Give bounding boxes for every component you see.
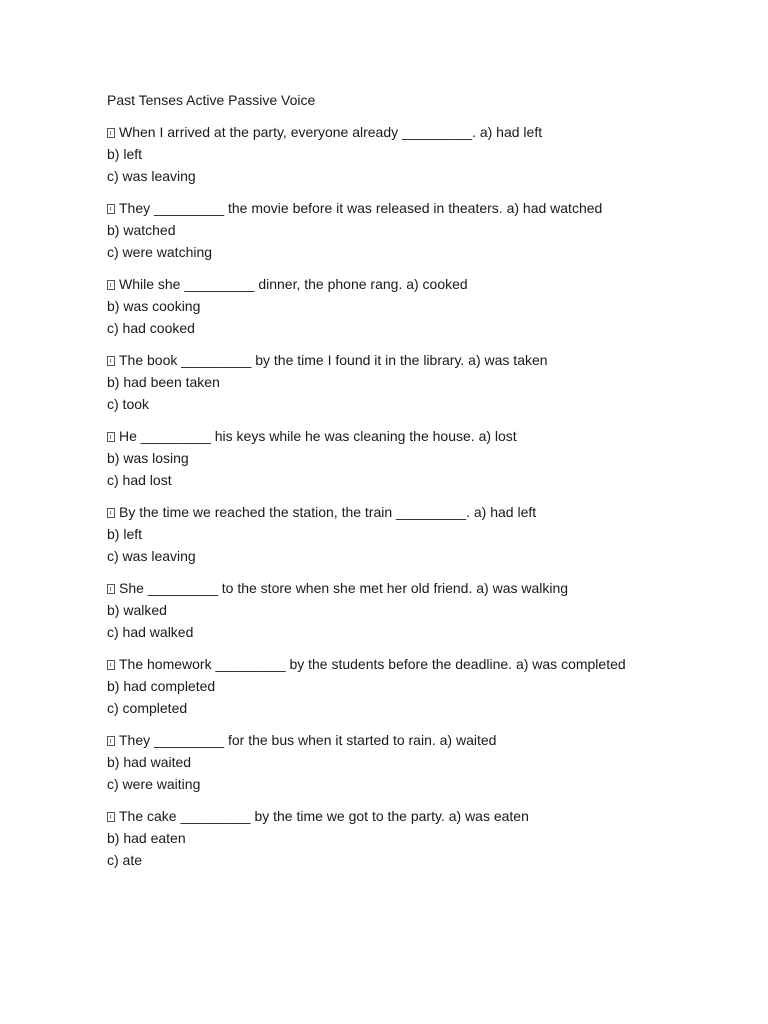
question-line bbox=[107, 501, 727, 523]
missing-glyph-icon bbox=[107, 736, 115, 746]
question-text: The cake _________ by the time we got to the party. a) was eaten bbox=[119, 808, 529, 824]
option-b: b) was losing bbox=[107, 450, 189, 466]
option-c: c) ate bbox=[107, 852, 143, 868]
question-item bbox=[107, 501, 727, 567]
question-line bbox=[107, 197, 727, 219]
option-c: c) completed bbox=[107, 700, 188, 716]
question-text: They _________ the movie before it was released in theaters. a) had watched bbox=[119, 200, 603, 216]
question-text: They _________ for the bus when it started to rain. a) waited bbox=[119, 732, 497, 748]
question-item bbox=[107, 577, 727, 643]
missing-glyph-icon bbox=[107, 584, 115, 594]
question-text: The homework _________ by the students before the deadline. a) was completed bbox=[119, 656, 626, 672]
option-b: b) had eaten bbox=[107, 830, 186, 846]
question-item bbox=[107, 273, 727, 339]
missing-glyph-icon bbox=[107, 812, 115, 822]
question-text: While she _________ dinner, the phone rang. a) cooked bbox=[119, 276, 468, 292]
option-c: c) had walked bbox=[107, 624, 194, 640]
question-text: He _________ his keys while he was cleaning the house. a) lost bbox=[119, 428, 517, 444]
option-b: b) had waited bbox=[107, 754, 192, 770]
question-text: She _________ to the store when she met her old friend. a) was walking bbox=[119, 580, 569, 596]
question-line bbox=[107, 729, 727, 751]
option-c: c) were waiting bbox=[107, 776, 201, 792]
question-line bbox=[107, 349, 727, 371]
option-c: c) had cooked bbox=[107, 320, 195, 336]
option-c: c) were watching bbox=[107, 244, 213, 260]
missing-glyph-icon bbox=[107, 432, 115, 442]
option-b: b) left bbox=[107, 146, 143, 162]
missing-glyph-icon bbox=[107, 508, 115, 518]
question-text: The book _________ by the time I found it in the library. a) was taken bbox=[119, 352, 548, 368]
document-title: Past Tenses Active Passive Voice bbox=[107, 92, 316, 108]
option-c: c) was leaving bbox=[107, 548, 196, 564]
question-item bbox=[107, 197, 727, 263]
option-c: c) took bbox=[107, 396, 150, 412]
question-line bbox=[107, 805, 727, 827]
option-b: b) was cooking bbox=[107, 298, 201, 314]
question-item bbox=[107, 653, 727, 719]
question-text: When I arrived at the party, everyone already _________. a) had left bbox=[119, 124, 543, 140]
option-b: b) watched bbox=[107, 222, 176, 238]
option-b: b) left bbox=[107, 526, 143, 542]
question-line bbox=[107, 273, 727, 295]
question-line bbox=[107, 653, 727, 675]
missing-glyph-icon bbox=[107, 356, 115, 366]
missing-glyph-icon bbox=[107, 280, 115, 290]
question-line bbox=[107, 121, 727, 143]
missing-glyph-icon bbox=[107, 128, 115, 138]
option-b: b) walked bbox=[107, 602, 167, 618]
option-b: b) had been taken bbox=[107, 374, 220, 390]
document-page bbox=[107, 90, 727, 881]
missing-glyph-icon bbox=[107, 660, 115, 670]
question-item bbox=[107, 425, 727, 491]
question-item bbox=[107, 729, 727, 795]
option-b: b) had completed bbox=[107, 678, 216, 694]
question-line bbox=[107, 577, 727, 599]
question-line bbox=[107, 425, 727, 447]
missing-glyph-icon bbox=[107, 204, 115, 214]
question-item bbox=[107, 349, 727, 415]
question-item bbox=[107, 805, 727, 871]
question-item bbox=[107, 121, 727, 187]
option-c: c) had lost bbox=[107, 472, 172, 488]
option-c: c) was leaving bbox=[107, 168, 196, 184]
question-text: By the time we reached the station, the train _________. a) had left bbox=[119, 504, 537, 520]
